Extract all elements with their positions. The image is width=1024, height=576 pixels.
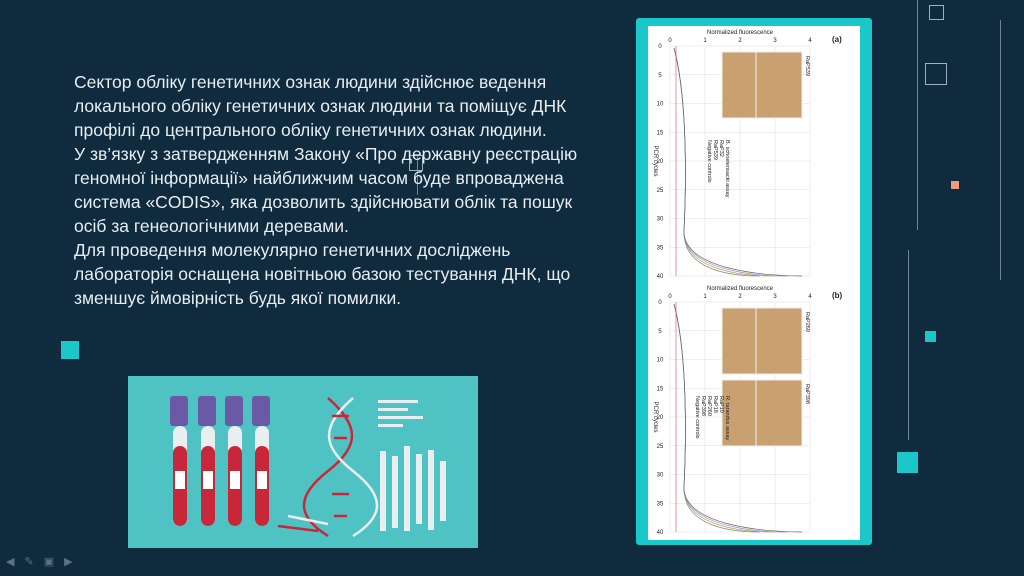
decor-line — [908, 250, 909, 440]
photo-label: RaP398 — [804, 384, 810, 404]
next-slide-icon[interactable]: ▶ — [64, 556, 73, 568]
x-tick-label: 0 — [658, 300, 662, 306]
slides-icon[interactable]: ▣ — [43, 556, 55, 568]
legend-entry: B. schoetensacki assay — [724, 140, 730, 198]
decor-square — [929, 5, 944, 20]
x-tick-label: 10 — [656, 357, 664, 364]
specimen-photo — [756, 308, 802, 374]
gel-bands-icon — [378, 400, 446, 531]
prev-slide-icon[interactable]: ◀ — [6, 556, 15, 568]
y-axis-title: Normalized fluorescence — [706, 30, 774, 36]
x-tick-label: 25 — [656, 187, 664, 194]
photo-label: RaP260 — [804, 312, 810, 332]
pen-icon[interactable]: ✎ — [24, 556, 34, 568]
decor-line — [917, 0, 918, 230]
x-tick-label: 35 — [656, 501, 664, 508]
decor-square — [925, 63, 947, 85]
legend-entry: R. tarandus assay — [724, 396, 730, 441]
y-tick-label: 1 — [703, 294, 707, 300]
legend-entry: RaP32 — [718, 140, 724, 157]
test-tube-icon — [225, 396, 243, 526]
legend-entry: RaP260 — [706, 396, 712, 416]
dna-test-illustration — [128, 376, 478, 548]
x-tick-label: 5 — [658, 72, 662, 79]
x-tick-label: 40 — [656, 274, 664, 280]
paragraph-3: Для проведення молекулярно генетичних досліджень лабораторія оснащена новітньою базою тестування ДНК, що зменшує ймовірність будь якої помилки. — [74, 240, 571, 308]
x-tick-label: 20 — [656, 415, 664, 421]
decor-square — [61, 341, 79, 359]
panel-label: (a) — [832, 35, 842, 44]
x-tick-label: 25 — [656, 443, 664, 450]
decor-line — [1000, 20, 1001, 280]
legend-entry: Negative controls — [706, 140, 712, 183]
paragraph-2: У зв’язку з затвердженням Закону «Про державну реєстрацію геномної інформації» найближчим часом буде впроваджена система «CODIS», яка дозволить здійснювати облік та пошук осіб за генеологічними деревами. — [74, 144, 578, 236]
panel-label: (b) — [832, 291, 843, 300]
test-tube-icon — [198, 396, 216, 526]
x-tick-label: 10 — [656, 101, 664, 108]
test-tube-icon — [170, 396, 188, 526]
x-tick-label: 0 — [658, 44, 662, 50]
x-tick-label: 15 — [656, 130, 664, 137]
specimen-photo — [756, 52, 802, 118]
x-tick-label: 35 — [656, 245, 664, 252]
decor-square — [951, 181, 959, 189]
dna-helix-icon — [278, 398, 377, 536]
legend-entry: RaP10 — [718, 396, 724, 413]
y-axis-title: Normalized fluorescence — [706, 286, 774, 292]
y-tick-label: 0 — [668, 294, 672, 300]
y-tick-label: 2 — [738, 38, 742, 44]
x-tick-label: 30 — [656, 472, 664, 479]
y-tick-label: 2 — [738, 294, 742, 300]
x-tick-label: 15 — [656, 386, 664, 393]
x-axis-title: PCR cycles — [652, 401, 658, 433]
x-axis-title: PCR cycles — [652, 145, 658, 177]
y-tick-label: 4 — [808, 38, 812, 44]
qpcr-figure — [648, 26, 860, 540]
decor-square — [897, 452, 918, 473]
photo-label: RaP539 — [804, 56, 810, 76]
legend-entry: RaP398 — [700, 396, 706, 416]
legend-entry: RaP539 — [712, 140, 718, 160]
y-tick-label: 3 — [773, 38, 777, 44]
x-tick-label: 5 — [658, 328, 662, 335]
paragraph-1: Сектор обліку генетичних ознак людини здійснює ведення локального обліку генетичних ознак людини та поміщує ДНК профілі до центрального обліку генетичних ознак людини. — [74, 72, 567, 140]
y-tick-label: 1 — [703, 38, 707, 44]
y-tick-label: 3 — [773, 294, 777, 300]
slide-body-text — [74, 70, 594, 310]
slide-navigation — [6, 555, 73, 568]
x-tick-label: 20 — [656, 159, 664, 165]
y-tick-label: 0 — [668, 38, 672, 44]
specimen-photo — [756, 380, 802, 446]
legend-entry: RaP18 — [712, 396, 718, 413]
x-tick-label: 30 — [656, 216, 664, 223]
x-tick-label: 40 — [656, 530, 664, 536]
y-tick-label: 4 — [808, 294, 812, 300]
legend-entry: Negative controls — [694, 396, 700, 439]
decor-square — [925, 331, 936, 342]
test-tube-icon — [252, 396, 270, 526]
